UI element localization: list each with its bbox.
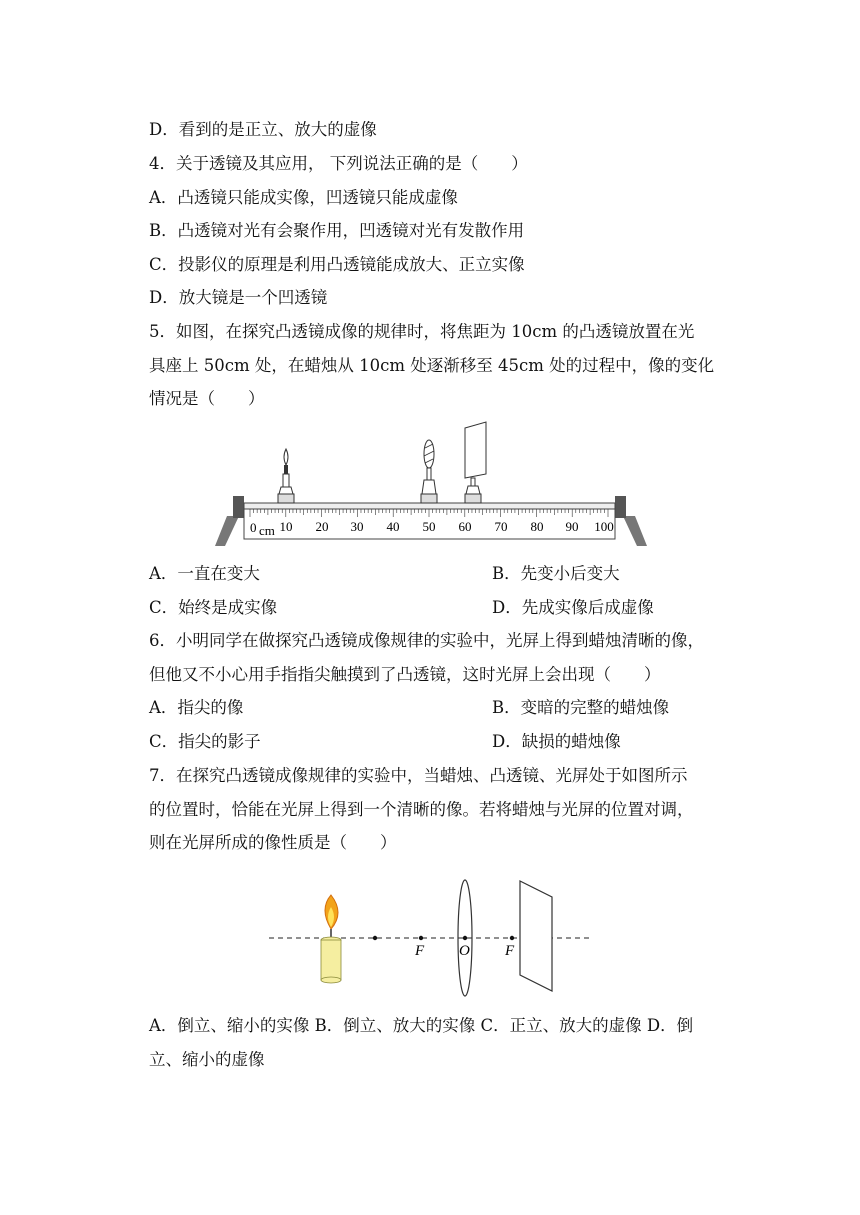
q7-options-line1: A．倒立、缩小的实像 B．倒立、放大的实像 C．正立、放大的虚像 D．倒 [149, 1016, 694, 1035]
light-screen-on-stand [465, 422, 486, 503]
q5-stem-line3: 情况是（ ） [149, 389, 265, 408]
q7-stem-line1: 7．在探究凸透镜成像规律的实验中，当蜡烛、凸透镜、光屏处于如图所示 [149, 766, 688, 785]
bench-left-end [233, 496, 244, 518]
optical-center [463, 936, 467, 940]
q7-stem-line3: 则在光屏所成的像性质是（ ） [149, 833, 397, 852]
q5-option-d: D．先成实像后成虚像 [492, 598, 654, 617]
q5-option-a: A．一直在变大 [149, 564, 260, 583]
light-screen [520, 881, 552, 991]
bench-right-end [615, 496, 626, 518]
focal-point-right [510, 936, 514, 940]
bench-left-leg [215, 516, 239, 546]
tick-0: 0 [250, 520, 257, 535]
candle-icon [321, 895, 341, 983]
label-o: O [459, 943, 470, 959]
q4-stem: 4．关于透镜及其应用， 下列说法正确的是（ ） [149, 154, 528, 173]
q3-option-d: D．看到的是正立、放大的虚像 [149, 120, 377, 139]
q6-option-b: B．变暗的完整的蜡烛像 [492, 698, 670, 717]
tick-90: 90 [565, 519, 579, 534]
bench-right-leg [623, 516, 647, 546]
convex-lens-on-stand [421, 440, 437, 503]
q6-option-a: A．指尖的像 [149, 698, 244, 717]
tick-20: 20 [315, 519, 329, 534]
focal-point-left [419, 936, 423, 940]
q6-stem-line1: 6．小明同学在做探究凸透镜成像规律的实验中，光屏上得到蜡烛清晰的像， [149, 631, 704, 650]
q4-option-d: D．放大镜是一个凹透镜 [149, 288, 328, 307]
tick-cm: cm [259, 523, 275, 538]
q4-option-b: B．凸透镜对光有会聚作用，凹透镜对光有发散作用 [149, 221, 525, 240]
2f-point [373, 936, 377, 940]
q5-stem-line2: 具座上 50cm 处，在蜡烛从 10cm 处逐渐移至 45cm 处的过程中，像的变化 [149, 356, 715, 375]
label-f-left: F [415, 943, 425, 959]
tick-10: 10 [279, 519, 293, 534]
q5-stem-line1: 5．如图，在探究凸透镜成像的规律时，将焦距为 10cm 的凸透镜放置在光 [149, 322, 695, 341]
q5-option-c: C．始终是成实像 [149, 598, 278, 617]
tick-100: 100 [594, 519, 614, 534]
q6-stem-line2: 但他又不小心用手指指尖触摸到了凸透镜，这时光屏上会出现（ ） [149, 665, 661, 684]
q4-option-a: A．凸透镜只能成实像，凹透镜只能成虚像 [149, 188, 458, 207]
q6-option-d: D．缺损的蜡烛像 [492, 732, 621, 751]
q7-lens-diagram [265, 873, 595, 1003]
tick-40: 40 [386, 519, 400, 534]
q4-option-c: C．投影仪的原理是利用凸透镜能成放大、正立实像 [149, 255, 525, 274]
q5-optical-bench-figure [215, 418, 650, 552]
tick-70: 70 [494, 519, 508, 534]
tick-60: 60 [458, 519, 472, 534]
q7-stem-line2: 的位置时，恰能在光屏上得到一个清晰的像。若将蜡烛与光屏的位置对调， [149, 800, 694, 819]
tick-80: 80 [530, 519, 544, 534]
candle-on-stand [278, 449, 294, 503]
tick-50: 50 [422, 519, 436, 534]
q7-options-line2: 立、缩小的虚像 [149, 1050, 265, 1069]
bench-rail [244, 503, 615, 509]
q5-option-b: B．先变小后变大 [492, 564, 620, 583]
q6-option-c: C．指尖的影子 [149, 732, 261, 751]
label-f-right: F [505, 943, 515, 959]
tick-30: 30 [350, 519, 364, 534]
